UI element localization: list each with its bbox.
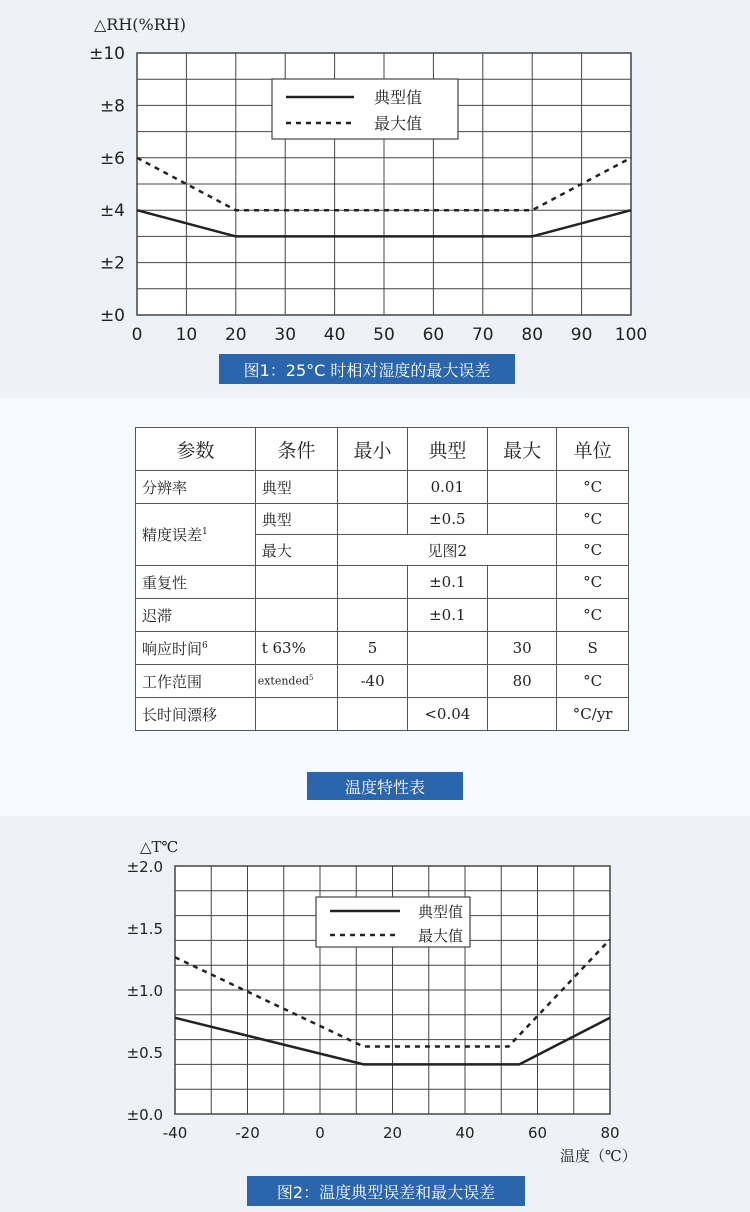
header-max: 最大	[487, 428, 556, 471]
cell-typical: <0.04	[407, 698, 487, 731]
table-row	[136, 504, 629, 535]
y-tick-label: ±0.0	[126, 1106, 163, 1124]
figure1-caption: 图1：25°C 时相对湿度的最大误差	[219, 354, 515, 384]
cell-param	[136, 504, 256, 566]
cell-param: 长时间漂移	[136, 698, 256, 731]
y-tick-label: ±2	[99, 253, 125, 274]
legend-box	[272, 79, 458, 139]
cell-span-see-figure: 见图2	[338, 535, 557, 566]
cell-param: 重复性	[136, 566, 256, 599]
rh-error-chart	[0, 0, 750, 398]
cell-condition	[255, 665, 338, 698]
param-text: 响应时间	[142, 639, 203, 658]
header-unit: 单位	[557, 428, 629, 471]
y-tick-label: ±6	[99, 148, 125, 169]
x-tick-label: 30	[274, 325, 297, 345]
cell-unit: °C/yr	[557, 698, 629, 731]
cell-unit: °C	[557, 665, 629, 698]
cell-max: 30	[487, 632, 556, 665]
cell-unit: °C	[557, 599, 629, 632]
y-tick-label: ±4	[99, 201, 125, 222]
x-tick-label: 40	[455, 1124, 475, 1142]
cell-typical	[407, 632, 487, 665]
cell-min	[338, 599, 407, 632]
condition-text: extended	[257, 674, 310, 688]
x-tick-label: 50	[373, 325, 395, 345]
table-header-row	[136, 428, 629, 471]
cell-condition	[255, 599, 338, 632]
x-tick-label: 0	[315, 1124, 325, 1142]
y-axis-label: △T℃	[140, 838, 179, 856]
header-min: 最小	[338, 428, 407, 471]
y-axis-label: △RH(%RH)	[94, 15, 186, 34]
header-param: 参数	[136, 428, 256, 471]
table-caption: 温度特性表	[307, 772, 463, 800]
legend-label: 最大值	[374, 114, 423, 133]
cell-param: 工作范围	[136, 665, 256, 698]
y-tick-label: ±8	[99, 96, 125, 117]
legend-label: 最大值	[418, 927, 464, 945]
x-tick-label: 40	[323, 325, 346, 345]
footnote-mark: 5	[309, 674, 314, 683]
x-axis-label: 温度（℃）	[560, 1147, 637, 1165]
cell-min: -40	[338, 665, 407, 698]
legend-label: 典型值	[374, 88, 423, 107]
x-tick-label: 20	[224, 325, 247, 345]
x-tick-label: 90	[570, 325, 593, 345]
cell-unit: °C	[557, 504, 629, 535]
figure2-caption: 图2：温度典型误差和最大误差	[247, 1176, 525, 1206]
table-row	[136, 566, 629, 599]
cell-min: 5	[338, 632, 407, 665]
cell-max	[487, 599, 556, 632]
temp-error-chart	[0, 816, 750, 1212]
cell-condition: 最大	[255, 535, 338, 566]
table-row	[136, 471, 629, 504]
x-tick-label: -20	[235, 1124, 260, 1142]
header-condition: 条件	[255, 428, 338, 471]
cell-max	[487, 504, 556, 535]
cell-typical: ±0.1	[407, 599, 487, 632]
x-tick-label: 70	[471, 325, 494, 345]
cell-typical: 0.01	[407, 471, 487, 504]
x-tick-label: 60	[527, 1124, 548, 1142]
cell-unit: °C	[557, 566, 629, 599]
table-row	[136, 632, 629, 665]
cell-max: 80	[487, 665, 556, 698]
cell-condition	[255, 698, 338, 731]
y-tick-label: ±1.5	[126, 920, 163, 938]
y-tick-label: ±0	[99, 306, 125, 326]
cell-condition: 典型	[255, 471, 338, 504]
y-tick-label: ±2.0	[126, 858, 163, 876]
x-tick-label: 60	[422, 325, 445, 345]
x-tick-label: 10	[175, 325, 198, 345]
cell-condition: 典型	[255, 504, 338, 535]
header-typical: 典型	[407, 428, 487, 471]
cell-unit: °C	[557, 535, 629, 566]
cell-min	[338, 504, 407, 535]
table-row	[136, 698, 629, 731]
cell-param: 迟滞	[136, 599, 256, 632]
legend-label: 典型值	[418, 903, 464, 921]
cell-min	[338, 698, 407, 731]
y-tick-label: ±0.5	[126, 1044, 163, 1062]
cell-unit: °C	[557, 471, 629, 504]
cell-condition	[255, 566, 338, 599]
x-tick-label: -40	[162, 1124, 188, 1142]
cell-unit: S	[557, 632, 629, 665]
cell-min	[338, 566, 407, 599]
cell-typical	[407, 665, 487, 698]
x-tick-label: 80	[521, 325, 544, 345]
param-text: 精度误差	[142, 526, 203, 544]
cell-param	[136, 632, 256, 665]
y-tick-label: ±1.0	[126, 982, 163, 1000]
cell-max	[487, 698, 556, 731]
y-tick-label: ±10	[89, 44, 125, 64]
cell-min	[338, 471, 407, 504]
table-row	[136, 665, 629, 698]
cell-param: 分辨率	[136, 471, 256, 504]
x-tick-label: 80	[600, 1124, 620, 1142]
cell-condition: t 63%	[255, 632, 338, 665]
cell-typical: ±0.1	[407, 566, 487, 599]
temperature-spec-table	[135, 427, 629, 731]
cell-typical: ±0.5	[407, 504, 487, 535]
x-tick-label: 0	[131, 325, 143, 345]
footnote-mark: 1	[202, 527, 208, 537]
x-tick-label: 20	[382, 1124, 403, 1142]
footnote-mark: 6	[202, 640, 208, 651]
table-row	[136, 599, 629, 632]
cell-max	[487, 566, 556, 599]
x-tick-label: 100	[614, 325, 648, 345]
cell-max	[487, 471, 556, 504]
